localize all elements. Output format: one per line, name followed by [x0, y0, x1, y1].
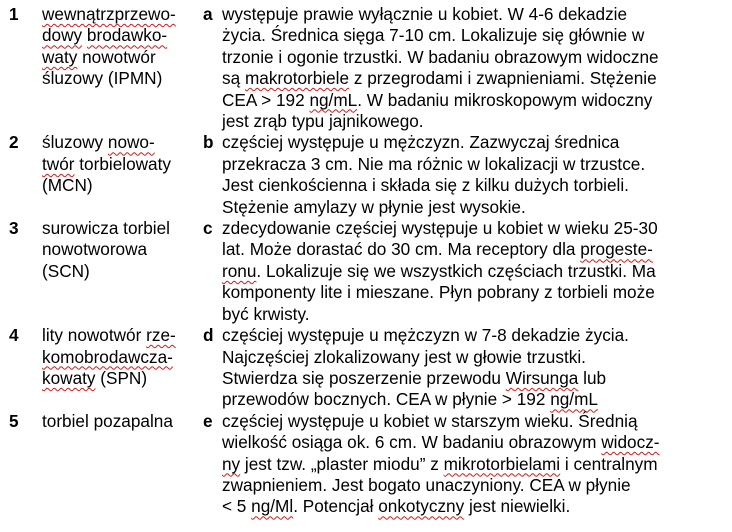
text-run: komponenty lite i mieszane. Płyn pobrany z torbieli może	[222, 282, 655, 303]
text-run: z przegrodami i zwapnieniami. Stężenie	[349, 68, 657, 89]
text-line	[222, 25, 724, 46]
text-run: częściej występuje u mężczyzn. Zazwyczaj średnica	[222, 132, 620, 153]
text-run: lity nowotwór	[42, 325, 147, 346]
text-run: śluzowy	[42, 132, 108, 153]
text-line	[42, 368, 196, 389]
text-run: (MCN)	[42, 175, 93, 196]
text-run: surowicza torbiel	[42, 218, 170, 239]
text-line	[42, 347, 196, 368]
text-run: < 5	[222, 496, 252, 517]
text-line	[222, 154, 724, 175]
text-line	[222, 389, 724, 410]
option-letter: e	[203, 410, 213, 431]
text-line	[222, 90, 724, 111]
text-run: przewodów bocznych. CEA w płynie > 192	[222, 389, 551, 410]
spellcheck-flagged-word: kowaty	[42, 367, 96, 388]
item-number: 1	[9, 4, 19, 24]
spellcheck-flagged-word: Wirsunga	[505, 367, 579, 388]
lesion-name	[42, 325, 200, 411]
lesion-description	[222, 218, 732, 325]
text-run: lat. Może dorastać do 30 cm. Ma receptory dla	[222, 239, 581, 260]
spellcheck-flagged-word: nowo-	[107, 132, 155, 153]
spellcheck-flagged-word: makrotorbiele	[244, 68, 350, 89]
spellcheck-flagged-word: mikrotorbielami	[443, 453, 561, 474]
text-line	[42, 239, 196, 260]
matching-row	[0, 325, 732, 411]
matching-row	[0, 218, 732, 325]
lesion-description	[222, 132, 732, 218]
text-run: nowotwór	[77, 46, 156, 67]
matching-table-body	[0, 4, 732, 518]
text-line	[222, 325, 724, 346]
spellcheck-flagged-word: onkotyczny	[378, 496, 465, 517]
text-line	[222, 175, 724, 196]
text-line	[222, 218, 724, 239]
text-line	[222, 4, 724, 25]
option-letter: d	[203, 325, 214, 346]
text-line	[222, 347, 724, 368]
lesion-description	[222, 411, 732, 518]
text-run: występuje prawie wyłącznie u kobiet. W 4-6 dekadzie	[222, 4, 628, 24]
option-letter: c	[203, 218, 213, 239]
text-line	[222, 496, 724, 517]
lesion-name	[42, 411, 200, 518]
spellcheck-flagged-word: ny	[222, 453, 241, 474]
spellcheck-flagged-word: ng/Ml	[251, 496, 294, 517]
matching-row	[0, 132, 732, 218]
text-line	[222, 132, 724, 153]
text-run: zdecydowanie częściej występuje u kobiet w wieku 25-30	[222, 218, 658, 239]
text-line	[42, 132, 196, 153]
text-run: Stwierdza się poszerzenie przewodu	[222, 367, 506, 388]
item-number: 3	[9, 218, 19, 239]
matching-row	[0, 411, 732, 518]
text-line	[42, 68, 196, 89]
text-line	[42, 47, 196, 68]
spellcheck-flagged-word: rze-	[146, 325, 176, 346]
text-run: . W badaniu mikroskopowym widoczny	[357, 89, 653, 110]
text-run: być krwisty.	[222, 303, 310, 324]
text-run: są	[222, 68, 245, 89]
text-line	[42, 154, 196, 175]
text-run: zwapnieniem. Jest bogato unaczyniony. CEA w płynie	[222, 474, 631, 495]
text-line	[222, 304, 724, 325]
text-run: Najczęściej zlokalizowany jest w głowie trzustki.	[222, 346, 586, 367]
text-line	[222, 454, 724, 475]
text-run: Stężenie amylazy w płynie jest wysokie.	[222, 196, 526, 217]
text-run: trzonie i ogonie trzustki. W badaniu obrazowym widoczne	[222, 46, 659, 67]
text-line	[222, 261, 724, 282]
spellcheck-flagged-word: progeste-	[580, 239, 653, 260]
text-line	[222, 282, 724, 303]
spellcheck-flagged-word: ng/mL	[309, 89, 358, 110]
text-line	[42, 261, 196, 282]
text-run: częściej występuje u kobiet w starszym wieku. Średnią	[222, 410, 638, 431]
spellcheck-flagged-word: twór	[42, 153, 75, 174]
spellcheck-flagged-word: waty	[42, 46, 78, 67]
text-line	[222, 411, 724, 432]
text-run: przekracza 3 cm. Nie ma różnic w lokalizacji w trzustce.	[222, 153, 646, 174]
text-line	[222, 111, 724, 132]
text-run: i centralnym	[560, 453, 658, 474]
spellcheck-flagged-word: komobrodawcza-	[42, 346, 173, 367]
text-run: . Lokalizuje się we wszystkich częściach trzustki. Ma	[256, 260, 656, 281]
item-number: 2	[9, 132, 19, 153]
option-letter: b	[203, 132, 214, 153]
text-run: jest zrąb typu jajnikowego.	[222, 111, 424, 132]
spellcheck-flagged-word: widocz-	[601, 432, 660, 453]
item-number: 5	[9, 410, 19, 431]
text-run: CEA > 192	[222, 89, 310, 110]
text-line	[42, 411, 196, 432]
text-run: jest niewielki.	[464, 496, 571, 517]
lesion-name	[42, 132, 200, 218]
text-line	[222, 197, 724, 218]
text-run: śluzowy (IPMN)	[42, 68, 163, 89]
text-run: jest tzw. „plaster miodu” z	[240, 453, 444, 474]
text-line	[42, 4, 196, 25]
text-line	[42, 218, 196, 239]
text-line	[222, 475, 724, 496]
matching-row	[0, 4, 732, 132]
text-run: częściej występuje u mężczyzn w 7-8 dekadzie życia.	[222, 325, 629, 346]
text-run: (SPN)	[95, 367, 148, 388]
text-line	[42, 175, 196, 196]
text-run: (SCN)	[42, 260, 90, 281]
lesion-name	[42, 4, 200, 132]
text-run: torbielowaty	[74, 153, 171, 174]
spellcheck-flagged-word: brodawko-	[86, 25, 168, 46]
lesion-name	[42, 218, 200, 325]
text-run: torbiel pozapalna	[42, 410, 173, 431]
lesion-description	[222, 325, 732, 411]
text-line	[222, 239, 724, 260]
spellcheck-flagged-word: wewnątrzprzewo-	[42, 4, 176, 24]
matching-table	[0, 4, 732, 518]
text-run: . Potencjał	[293, 496, 379, 517]
matching-exercise	[0, 4, 732, 518]
spellcheck-flagged-word: ronu	[222, 260, 257, 281]
text-line	[42, 325, 196, 346]
text-line	[222, 68, 724, 89]
text-line	[222, 368, 724, 389]
lesion-description	[222, 4, 732, 132]
text-run: Jest cienkościenna i składa się z kilku dużych torbieli.	[222, 175, 629, 196]
text-line	[222, 432, 724, 453]
text-line	[42, 25, 196, 46]
spellcheck-flagged-word: ng/mL	[550, 389, 598, 410]
item-number: 4	[9, 325, 19, 346]
text-run: lub	[578, 367, 607, 388]
text-run: wielkość osiąga ok. 6 cm. W badaniu obrazowym	[222, 432, 602, 453]
spellcheck-flagged-word: dowy	[42, 25, 83, 46]
text-run: nowotworowa	[42, 239, 148, 260]
text-run: życia. Średnica sięga 7-10 cm. Lokalizuje się głównie w	[222, 25, 645, 46]
text-line	[222, 47, 724, 68]
option-letter: a	[203, 4, 213, 24]
